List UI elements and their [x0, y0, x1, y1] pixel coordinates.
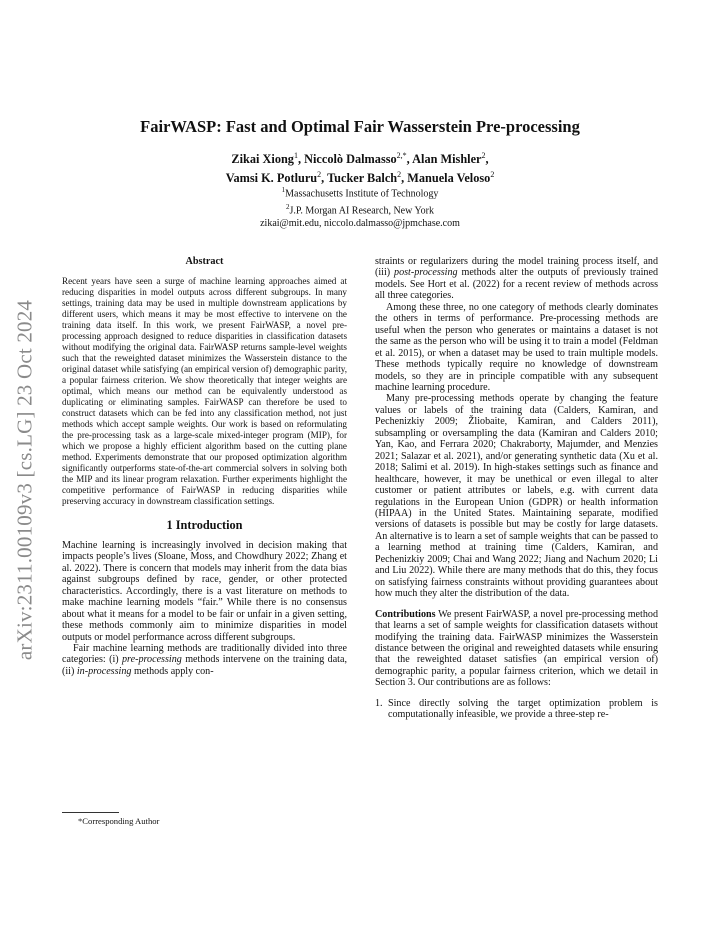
right-paragraph-2: Among these three, no one category of methods clearly dominates the others in terms of performance. Pre-processing methods are useful when the person who generates or maintains a dataset is not the same as the person who will be using it to train a model (Feldman et al. 2015), or when a dataset may be used to train multiple models. These methods typically require no knowledge of downstream models, so they are in principle compatible with any subsequent machine learning procedure.: [375, 301, 658, 393]
footnote-rule: [62, 812, 119, 813]
author-name: Zikai Xiong: [231, 152, 294, 167]
emphasis: post-processing: [394, 267, 458, 279]
list-number: 1.: [375, 697, 383, 709]
author-affil-mark: 2: [317, 170, 322, 180]
author-name: Tucker Balch: [327, 171, 398, 186]
footnote: *Corresponding Author: [78, 816, 160, 826]
author-affil-mark: 2: [397, 170, 402, 180]
affiliation-2: J.P. Morgan AI Research, New York: [289, 205, 435, 217]
intro-paragraph-2: [62, 643, 347, 677]
contribution-list-item: [375, 698, 658, 721]
author-name: Manuela Veloso: [407, 171, 491, 186]
author-name: Niccolò Dalmasso: [304, 152, 397, 167]
author-name: Alan Mishler: [412, 152, 482, 167]
author-name: Vamsi K. Potluru: [225, 171, 318, 186]
paragraph-gap: [375, 600, 658, 609]
text-run: methods alter the outputs of previously trained models. See Hort et al. (2022) for a recent review of methods across all three categories.: [375, 267, 658, 302]
author-emails: zikai@mit.edu, niccolo.dalmasso@jpmchase.com: [260, 217, 460, 229]
abstract-heading: Abstract: [185, 256, 224, 267]
arxiv-stamp-text: arXiv:2311.00109v3 [cs.LG] 23 Oct 2024: [12, 299, 37, 661]
text-run: straints or regularizers during the model training process itself, and (iii): [375, 256, 658, 279]
right-paragraph-3: Many pre-processing methods operate by changing the feature values or labels of the training data (Calders, Kamiran, and Pechenizkiy 2009; Žliobaite, Kamiran, and Calders 2011), subsampling or oversampling the data (Kamiran and Calders 2010; Yan, Kao, and Ferrara 2020; Chakraborty, Majumder, and Menzies 2021; Salazar et al. 2021), and/or generating synthetic data (Xu et al. 2018; Salimi et al. 2019). In high-stakes settings such as finance and healthcare, however, it may be unethical or even illegal to alter customer or patient attributes or labels, e.g. with current data regulations in the European Union (GDPR) or health information (HIPAA) in the United States. Maintaining separate, modified versions of datasets is possible but may be costly for large datasets. An alternative is to learn a set of sample weights that can be passed to a learning method at training time (Calders, Kamiran, and Pechenizkiy 2009; Chai and Wang 2022; Jiang and Nachum 2020; Li and Liu 2022). While there are many methods that do this, they focus on satisfying fairness constraints without providing guarantees about how much they alter the distribution of the data.: [375, 393, 658, 600]
emphasis: pre-processing: [122, 654, 182, 666]
right-column: [375, 256, 658, 721]
section-heading-introduction: 1 Introduction: [166, 518, 243, 533]
author-list: Zikai Xiong$^1$, Niccolò Dalmasso$^{2,*}$, Alan Mishler$^2$, Vamsi K. Potluru$^2$, Tucker Balch$^2$, Manuela Veloso$^2$: [225, 151, 495, 186]
affil-mark: 2: [285, 202, 290, 211]
affiliation-1: Massachusetts Institute of Technology: [285, 188, 439, 200]
paragraph-gap: [375, 689, 658, 698]
paper-title: FairWASP: Fast and Optimal Fair Wasserstein Pre-processing: [140, 117, 580, 136]
author-affil-mark: 2,*: [396, 151, 407, 160]
list-item-text: Since directly solving the target optimization problem is computationally infeasible, we provide a three-step re-: [388, 697, 658, 721]
right-paragraph-1: [375, 256, 658, 302]
contributions-paragraph: [375, 609, 658, 689]
emphasis: in-processing: [76, 665, 132, 677]
author-affil-mark: 1: [293, 151, 298, 160]
abstract-text: Recent years have seen a surge of machine learning approaches aimed at reducing disparities in model outputs across different subgroups. In many settings, training data may be used in multiple downstream applications by different users, which means it may be most effective to intervene on the training data itself. In this work, we present FairWASP, a novel pre-processing approach designed to reduce disparities in classification datasets without modifying the original data. FairWASP returns sample-level weights such that the reweighted dataset minimizes the Wasserstein distance to the original dataset while satisfying (an empirical version of) demographic parity, a popular fairness criterion. We show theoretically that integer weights are optimal, which means our method can be equivalently understood as duplicating or eliminating samples. FairWASP can therefore be used to construct datasets which can be fed into any classification method, not just methods which accept sample weights. Our work is based on reformulating the pre-processing task as a large-scale mixed-integer program (MIP), for which we propose a highly efficient algorithm based on the cutting plane method. Experiments demonstrate that our proposed optimization algorithm significantly outperforms state-of-the-art commercial solvers in solving both the MIP and its linear program relaxation. Further experiments highlight the competitive performance of FairWASP in reducing disparities while preserving accuracy in downstream classification settings.: [62, 276, 347, 506]
contributions-text: We present FairWASP, a novel pre-processing method that learns a set of sample weights for classification datasets without modifying the training data. FairWASP minimizes the Wasserstein distance between the original and reweighted datasets while ensuring that the reweighted dataset satisfies (an empirical version of) demographic parity, a popular fairness criterion, which we detail in Section 3. Our contributions are as follows:: [375, 608, 658, 689]
text-run: methods apply con-: [131, 665, 214, 677]
text-run: Fair machine learning methods are traditionally divided into three categories: (i): [62, 643, 347, 666]
left-column: [62, 256, 347, 677]
text-run: methods intervene on the training data, (ii): [62, 654, 347, 677]
affiliations: [0, 184, 720, 230]
contributions-heading: Contributions: [375, 608, 436, 620]
author-affil-mark: 2: [490, 170, 495, 180]
affil-mark: 1: [281, 186, 286, 194]
author-affil-mark: 2: [481, 151, 486, 160]
intro-paragraph-1: Machine learning is increasingly involved in decision making that impacts people’s lives (Sloane, Moss, and Chowdhury 2022; Zhang et al. 2022). There is concern that models may inherit from the data bias against subgroups defined by race, gender, or other protected characteristics. Accordingly, there is a vast literature on methods to make machine learning models “fair.” While there is no consensus about what it means for a model to be fair or unfair in a given setting, these methods commonly aim to minimize disparities in model outputs or model performance across different subgroups.: [62, 539, 347, 643]
